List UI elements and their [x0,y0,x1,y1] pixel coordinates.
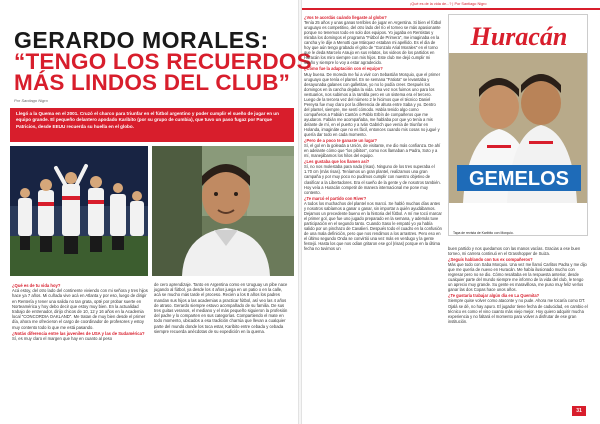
answer: Tenía 25 años y unas ganas terribles de jugar en Argentina. Si bien el fútbol uruguayo es competitivo, del otro lado del río el torneo se más apasionante porque no tenemos todo en solo dos equipos. Yo jugaba en Rentistas y miraba los domingos el programa "Fútbol de Primera", me imaginaba en la cancha y le dije a Menotti que Márquez estaban mi apellido. Es el dia de hoy que aún tengo grabado el grito de "Gonzalo Arial Morales" en el torno que le deda Marcelo Araujo en sus relatos, los videos de los partidos en Huracán los miro siempre con mis hijos. Este club me dejó cumplir mi sueño y siempre lo voy a estar agradecido. [304,20,442,66]
answer: A todos los muchachos del plantel nos marcó. Se habló muchas días antes y nosotros sabíamos a ganar o ganar, sin importar a quién ayudábamos. Dejamos un precedente bueno en la historia del fútbol. A mí me tocó marcar el primer gol, que fue uno jugado preparado en la semana, y además tuve participación en el segundo tanto. Cuando Saso le empató yo ya había salido por un pinchazo de Cavalieri. Después todo el cuadro en la confusión de una mala definición, pero que nos rendimos a los arrastres. Pero eso en el último segundo Onda se convirtió una vez más en verdugo y la gente festejó. Hasta los que nos odian gritaron ese gol (risas) porque en la última fecha no tuvimos un [304,200,442,252]
answer: buen partido y nos quedamos con las manos vacías. Gracias a ese buen torneo, mi carrera continuó en el Grasshopper de Suiza. [448,246,581,257]
magazine-cover-image [448,14,588,236]
right-column-1 [304,14,442,251]
question: ¿Seguís hablando con tus ex compañeros? [448,257,533,263]
article-title-line2: “TENGO LOS RECUERDOS [14,49,312,74]
left-column-2: de cero aprendizaje. Tanto en Argentina como en Uruguay un pibe nace jugando al fútbol, ya desde los 4 años juega en un patio o en la calle, acá se mucho más tarde el proceso. Recién a los 8 años los padres mandan sus hijos a las academias a practicar fútbol, así veo las 4 años de atraso. Gerardo siempre estuvo acompañado de su familia. De sus tres guitas veranos, el mediano y el más pequeño siguieron la profesión del padre y lo comparten en sus categorías. Compartiendo el mate en todo momento, ubicados a esa tradición charrúa que llevan a cualquier parte del mundo donde los toca estar, Karibito entre cebada y cebada siempre recuerda anécdotas de su expedición en la quema. [154,282,288,334]
celebration-photo [10,146,148,276]
answer: Sí, no nos molestaba para nada (risas). Ninguno de los tres superaba el 1.70 cm (más risas). Teníamos un gran plantel, realizamos una gran campaña y por muy poco no pudimos cumplir con nuestro objetivo de clasificar a la Libertadores. Era el sueño de la gente y de nosotros también. Hoy veía a Huracán competir de manera internacional me pone muy contento. [304,164,441,195]
portrait-photo [152,146,294,276]
answer: Sí, el gol en la goleada a Unión, de visitante, me dio más confianza. De ahí en adelante cómo que "los pibitos", como nos llamaban a Padra, Soto y a mí, manejábamos los hilos del equipo. [304,143,441,159]
question: ¿Pero de a poco te ganaste un lugar? [304,138,378,144]
question: ¿Qué es de tu vida hoy? [12,283,61,288]
page-number: 31 [572,406,586,416]
answer: Siempre quise volver como ataconte y no pude. Ahora me tocaría como DT. Ojalá se dé, no hay apuro. El jugador tiene fecha de caducidad, en cambio el técnico es como el vino cuanto más viejo mejor. Hoy quiero adquirir mucha experiencia y no faltará el momento para volver a disfrutar de ese gran institución. [448,298,588,324]
question: ¿Te marcó el partido con River? [304,195,367,201]
answer: Acá estoy, del otro lado del continente viviendo con mi señora y tres hijos hace ya 7 años. Mi cuñada vive acá en Atlanta y por eso, luego de dirigir en Rentería y tener una salida no tan grata, opté por probar suerte en Norteamérica y hoy debo decir que estoy muy bien. En la actualidad trabajo de entrenador, dirijo chicos de 10, 12 y 16 años en la Academia local "CONCORDIA OAKLAND". Me tratan de muy bien desde el primer día, ahora me ofrecieron el cargo de coordinador de profesores y estoy muy contento todo lo que me está pasando. [12,288,148,330]
answer: Muy buena. De moreda me fui a vivir con Sebastián Morquio, que el primer uruguayo que tenía el plantel. En se semana "Fatiota" se levantaba y desayunaba galanes con galletitas, yo no lo podía creer. Después los domingos en la cancha dejaba la vida. Una vez nos fuimos uno para los vestuarios, nos subimos a la rambla pero en un sistema era el tercero. Luego de la tercera vez del número 2 le hicimos que el técnico Daniel Pereyra fue muy claro por la diferencia de altura entre Saba y yo. Dentro del plantel, siempre, me sentí cómodo. Había tenido algo como compañeros a Fabián Cantón o Pablo Erbín de compañeros que me ayudaron. Fabián me acompañaba, me hablaba por que yo tenía a mis delante de mí, en el puerto y a Iván Gabrich que venía de triunfar en Holanda, imagináte que no es fácil, entonces cuando mis cosas no jugué y quería dar todo en cada momento. [304,71,441,138]
section-header: ¡Qué es de la vida de...? | Por Santiago Nigro [410,2,487,6]
header-rule [302,8,600,10]
cover-title: Huracán [470,22,568,51]
question: ¿Te gustaría trabajar algún día en La Quemita? [448,293,540,299]
cover-caption: Tapa de revista de Karibito con Morquio. [453,231,514,235]
article-title-line3: MÁS LINDOS DEL CLUB” [14,70,291,95]
answer: Sí, es muy claro el margen que hay en cuanto al peso [12,336,113,342]
left-column-1 [12,282,148,341]
question: ¿Cómo fue la adaptación con el equipo? [304,66,383,72]
answer: Más que todo con Saba Morquio. Una vez me llamó Carlitos Padra y me dijo que me quería de nuevo en Huracán. Me había ilusionado mucho con regresar pero no se dio. Cómo resaltaba en la respuesta anterior, desde cualquier parte del mundo siempre me informo de la vida del club, le tengo un aprecio muy grande. Su gente es maravillosa, me puso muy feliz verlos ganar las dos Copas hace unos años. [448,262,587,293]
byline: Por Santiago Nigro [14,98,48,103]
right-column-2 [448,246,588,324]
question: ¿Vos te acordás cuándo llegaste al globo? [304,15,387,20]
article-title-line1: GERARDO MORALES: [14,27,269,53]
question: ¿Notás diferencia entre las juveniles de USA y las de Sudamérica? [12,330,145,336]
cover-subtitle: GEMELOS [468,168,570,190]
question: ¿Les gustaba que los llamen así? [304,159,370,165]
lead-paragraph: Llegó a la Quema en el 2001. Cruzó el charco para triunfar en el fútbol argentino y poder cumplir el sueño de jugar en un equipo grande. El pequeño delantero apodado Karibito (por su grupo de cumbia), que tuvo un paso fugaz por Parque Patricios, desde EEUU recuerda su huella en el globo. [10,108,294,142]
